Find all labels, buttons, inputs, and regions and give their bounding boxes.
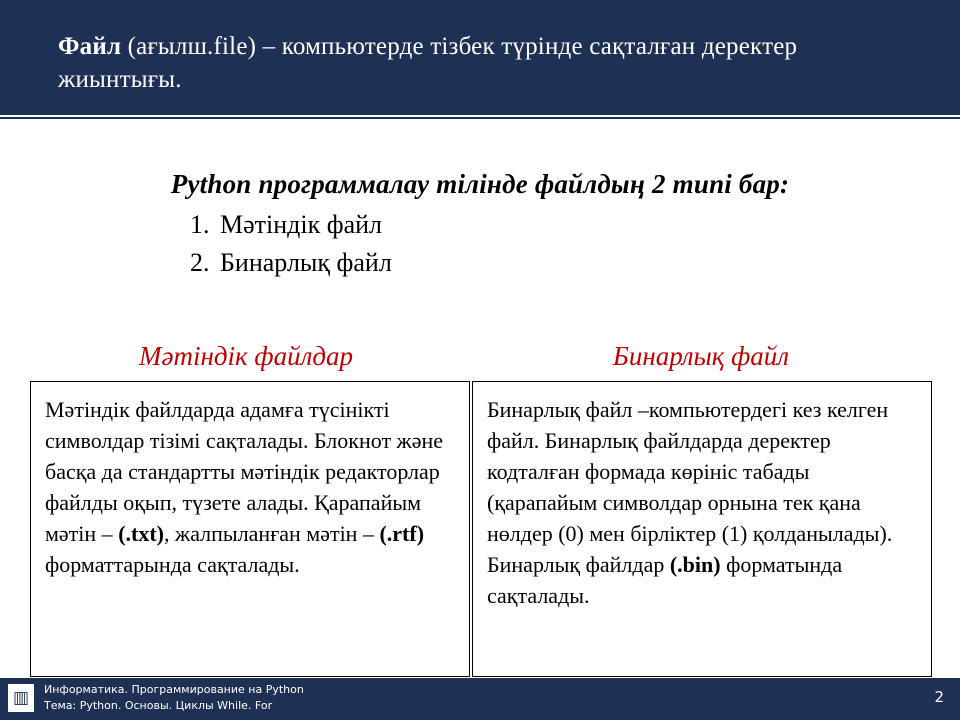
header-definition [58, 30, 920, 96]
slide-header [0, 0, 960, 113]
text-file-ext-txt: (.txt) [118, 521, 164, 546]
text-file-desc-part1: Мәтіндік файлдарда адамға түсінікті символдар тізімі сақталады. Блокнот және басқа да стандартты мәтіндік редакторлар файлды оқып, түзете алады. Қарапайым мәтін – [45, 397, 444, 546]
slide-body [0, 119, 960, 608]
binary-file-desc-part2: форматында сақталады. [487, 552, 843, 608]
binary-file-ext-bin: (.bin) [669, 552, 721, 577]
header-definition-text: (ағылш.file) – компьютерде тізбек түрінде сақталған деректер жиынтығы. [58, 33, 798, 93]
text-file-column [0, 339, 462, 677]
text-file-desc-part3: форматтарында сақталады. [45, 552, 300, 577]
header-term: Файл [58, 33, 122, 60]
intro-text: Python программалау тілінде файлдың 2 типі бар: [170, 169, 790, 199]
list-item-number: 1. [190, 210, 210, 239]
footer-line-1: Информатика. Программирование на Python [44, 683, 304, 696]
text-file-desc-part2: , жалпыланған мәтін – [164, 521, 380, 546]
footer-line-2: Тема: Python. Основы. Циклы While. For [44, 699, 273, 712]
binary-file-column [462, 339, 960, 677]
list-item [0, 244, 960, 282]
columns-container [0, 339, 960, 677]
footer-course-info [44, 682, 304, 714]
list-item-number: 2. [190, 248, 210, 277]
text-file-ext-rtf: (.rtf) [379, 521, 425, 546]
text-file-column-title: Мәтіндік файлдар [138, 341, 353, 371]
binary-file-desc-part1: Бинарлық файл –компьютердегі кез келген файл. Бинарлық файлдарда деректер кодталған формада көрініс табады (қарапайым символдар орнына тек қана нөлдер (0) мен бірліктер (1) қолданылады). Бинарлық файлдар [487, 397, 893, 577]
page-number: 2 [934, 688, 944, 706]
binary-file-description-box [472, 381, 932, 677]
file-type-list [0, 206, 960, 282]
binary-file-column-title: Бинарлық файл [612, 341, 790, 371]
text-file-description-box [30, 381, 470, 677]
list-item [0, 206, 960, 244]
list-item-label: Бинарлық файл [220, 248, 392, 277]
book-icon: ▥ [8, 684, 34, 712]
list-item-label: Мәтіндік файл [220, 210, 383, 239]
slide-footer [0, 678, 960, 720]
